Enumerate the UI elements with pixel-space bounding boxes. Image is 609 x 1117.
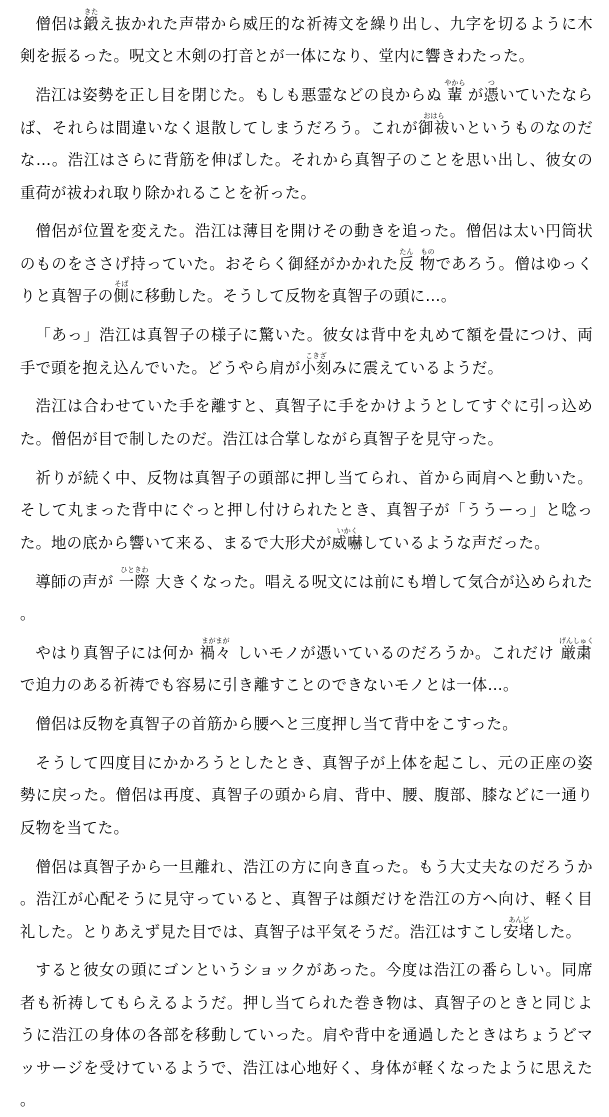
text-run: 僧侶は反物を真智子の首筋から腰へと三度押し当て背中をこすった。 bbox=[35, 715, 518, 734]
ruby-annotated-word bbox=[300, 351, 332, 377]
ruby-annotated-word bbox=[558, 636, 594, 662]
furigana: ひときわ bbox=[118, 565, 151, 574]
ruby-base: 小刻 bbox=[300, 358, 332, 377]
paragraph bbox=[20, 79, 593, 209]
ruby-base: 安堵 bbox=[503, 922, 535, 941]
text-run: 僧侶は bbox=[35, 15, 84, 33]
ruby-annotated-word bbox=[199, 636, 232, 662]
text-run: 浩江は姿勢を正し目を閉じた。もしも悪霊などの良からぬ bbox=[35, 86, 448, 105]
ruby-annotated-word bbox=[331, 526, 363, 552]
ruby-base: 物 bbox=[419, 254, 436, 273]
paragraph bbox=[20, 8, 593, 73]
furigana: きた bbox=[83, 8, 99, 16]
furigana: もの bbox=[419, 247, 436, 256]
furigana: いかく bbox=[331, 526, 363, 535]
text-run: 導師の声が bbox=[35, 572, 119, 591]
text-run: 「あっ」浩江は真智子の様子に驚いた。彼女は背中を丸めて額を畳につけ、両手で頭を抱え込んでいた。どうやら肩が bbox=[20, 326, 593, 377]
furigana: まがまが bbox=[199, 636, 232, 645]
text-run: いというものなのだな…。浩江はさらに背筋を伸ばした。それから真智子のことを思い出し、彼女の重荷が祓われ取り除かれることを祈った。 bbox=[20, 118, 593, 202]
ruby-base: 一際 bbox=[118, 572, 151, 591]
ruby-annotated-word bbox=[113, 280, 130, 306]
ruby-base: 憑 bbox=[483, 86, 500, 105]
text-run: 大きくなった。唱える呪文には前にも増して気合が込められた。 bbox=[20, 572, 593, 623]
ruby-annotated-word bbox=[444, 79, 466, 105]
text-run: やはり真智子には何か bbox=[35, 643, 200, 662]
paragraph bbox=[20, 747, 593, 844]
paragraph bbox=[20, 954, 593, 1116]
ruby-annotated-word bbox=[503, 915, 535, 941]
ruby-base: 御祓 bbox=[418, 118, 450, 137]
text-run: しているような声だった。 bbox=[362, 533, 550, 552]
furigana: こきざ bbox=[300, 351, 332, 360]
ruby-base: 側 bbox=[113, 287, 130, 306]
paragraph bbox=[20, 708, 593, 740]
furigana: つ bbox=[483, 79, 500, 88]
paragraph bbox=[20, 566, 593, 631]
paragraph bbox=[20, 637, 593, 702]
ruby-annotated-word bbox=[398, 247, 415, 273]
ruby-base: 輩 bbox=[444, 86, 466, 105]
text-run: 祈りが続く中、反物は真智子の頭部に押し当てられ、首から両肩へと動いた。そして丸まった背中にぐっと押し付けられたとき、真智子が「ううーっ」と唸った。地の底から響いて来る、まるで大形犬が bbox=[20, 468, 593, 552]
furigana: おはら bbox=[418, 111, 450, 120]
ruby-base: 鍛 bbox=[83, 15, 100, 33]
text-run: そうして四度目にかかろうとしたとき、真智子が上体を起こし、元の正座の姿勢に戻った。僧侶は再度、真智子の頭から肩、背中、腰、腹部、膝などに一通り反物を当てた。 bbox=[20, 754, 593, 837]
paragraph bbox=[20, 462, 593, 559]
text-run: 僧侶は真智子から一旦離れ、浩江の方に向き直った。もう大丈夫なのだろうか。浩江が心配そうに見守っていると、真智子は顔だけを浩江の方へ向け、軽く目礼した。とりあえず見た目では、真智子は平気そうだ。浩江はすこし bbox=[20, 857, 593, 941]
paragraph bbox=[20, 851, 593, 948]
ruby-annotated-word bbox=[83, 8, 100, 33]
ruby-annotated-word bbox=[418, 111, 450, 137]
text-run: に移動した。そうして反物を真智子の頭に…。 bbox=[129, 287, 457, 306]
text-run: しいモノが憑いているのだろうか。これだけ bbox=[231, 643, 560, 662]
ruby-annotated-word bbox=[118, 565, 151, 591]
text-run: した。 bbox=[534, 922, 582, 941]
text-run: すると彼女の頭にゴンというショックがあった。今度は浩江の番らしい。同席者も祈祷してもらえるようだ。押し当てられた巻き物は、真智子のときと同じように浩江の身体の各部を移動していった。肩や背中を通過したときはちょうどマッサージを受けているようで、浩江は心地好く、身体が軽くなったように思えた。 bbox=[20, 961, 593, 1110]
text-run: 浩江は合わせていた手を離すと、真智子に手をかけようとしてすぐに引っ込めた。僧侶が目で制したのだ。浩江は合掌しながら真智子を見守った。 bbox=[20, 397, 593, 448]
text-run: みに震えているようだ。 bbox=[331, 358, 504, 377]
text-run: であろう。僧はゆっくりと真智子の bbox=[20, 254, 593, 306]
furigana: あんど bbox=[503, 915, 535, 924]
ruby-base: 反 bbox=[398, 254, 415, 273]
paragraph bbox=[20, 319, 593, 384]
ruby-base: 禍々 bbox=[199, 643, 232, 662]
paragraph bbox=[20, 390, 593, 455]
furigana: やから bbox=[444, 79, 466, 88]
furigana: たん bbox=[398, 247, 415, 256]
ruby-base: 厳粛 bbox=[558, 643, 594, 662]
text-run: え抜かれた声帯から威圧的な祈祷文を繰り出し、九字を切るように木剣を振るった。呪文と木剣の打音とが一体になり、堂内に響きわたった。 bbox=[20, 15, 594, 66]
text-run: で迫力のある祈祷でも容易に引き離すことのできないモノとは一体…。 bbox=[20, 676, 519, 695]
paragraph bbox=[20, 215, 593, 312]
ruby-annotated-word bbox=[419, 247, 436, 273]
furigana: そば bbox=[113, 280, 130, 289]
text-run: 僧侶が位置を変えた。浩江は薄目を開けその動きを追った。僧侶は太い円筒状のものをささげ持っていた。おそらく御経がかかれた bbox=[20, 222, 593, 273]
text-run: が bbox=[462, 86, 484, 105]
ruby-annotated-word bbox=[483, 79, 500, 105]
text-run: いていたならば、それらは間違いなく退散してしまうだろう。これが bbox=[20, 86, 593, 137]
ruby-base: 威嚇 bbox=[331, 533, 363, 552]
furigana: げんしゅく bbox=[558, 636, 594, 645]
